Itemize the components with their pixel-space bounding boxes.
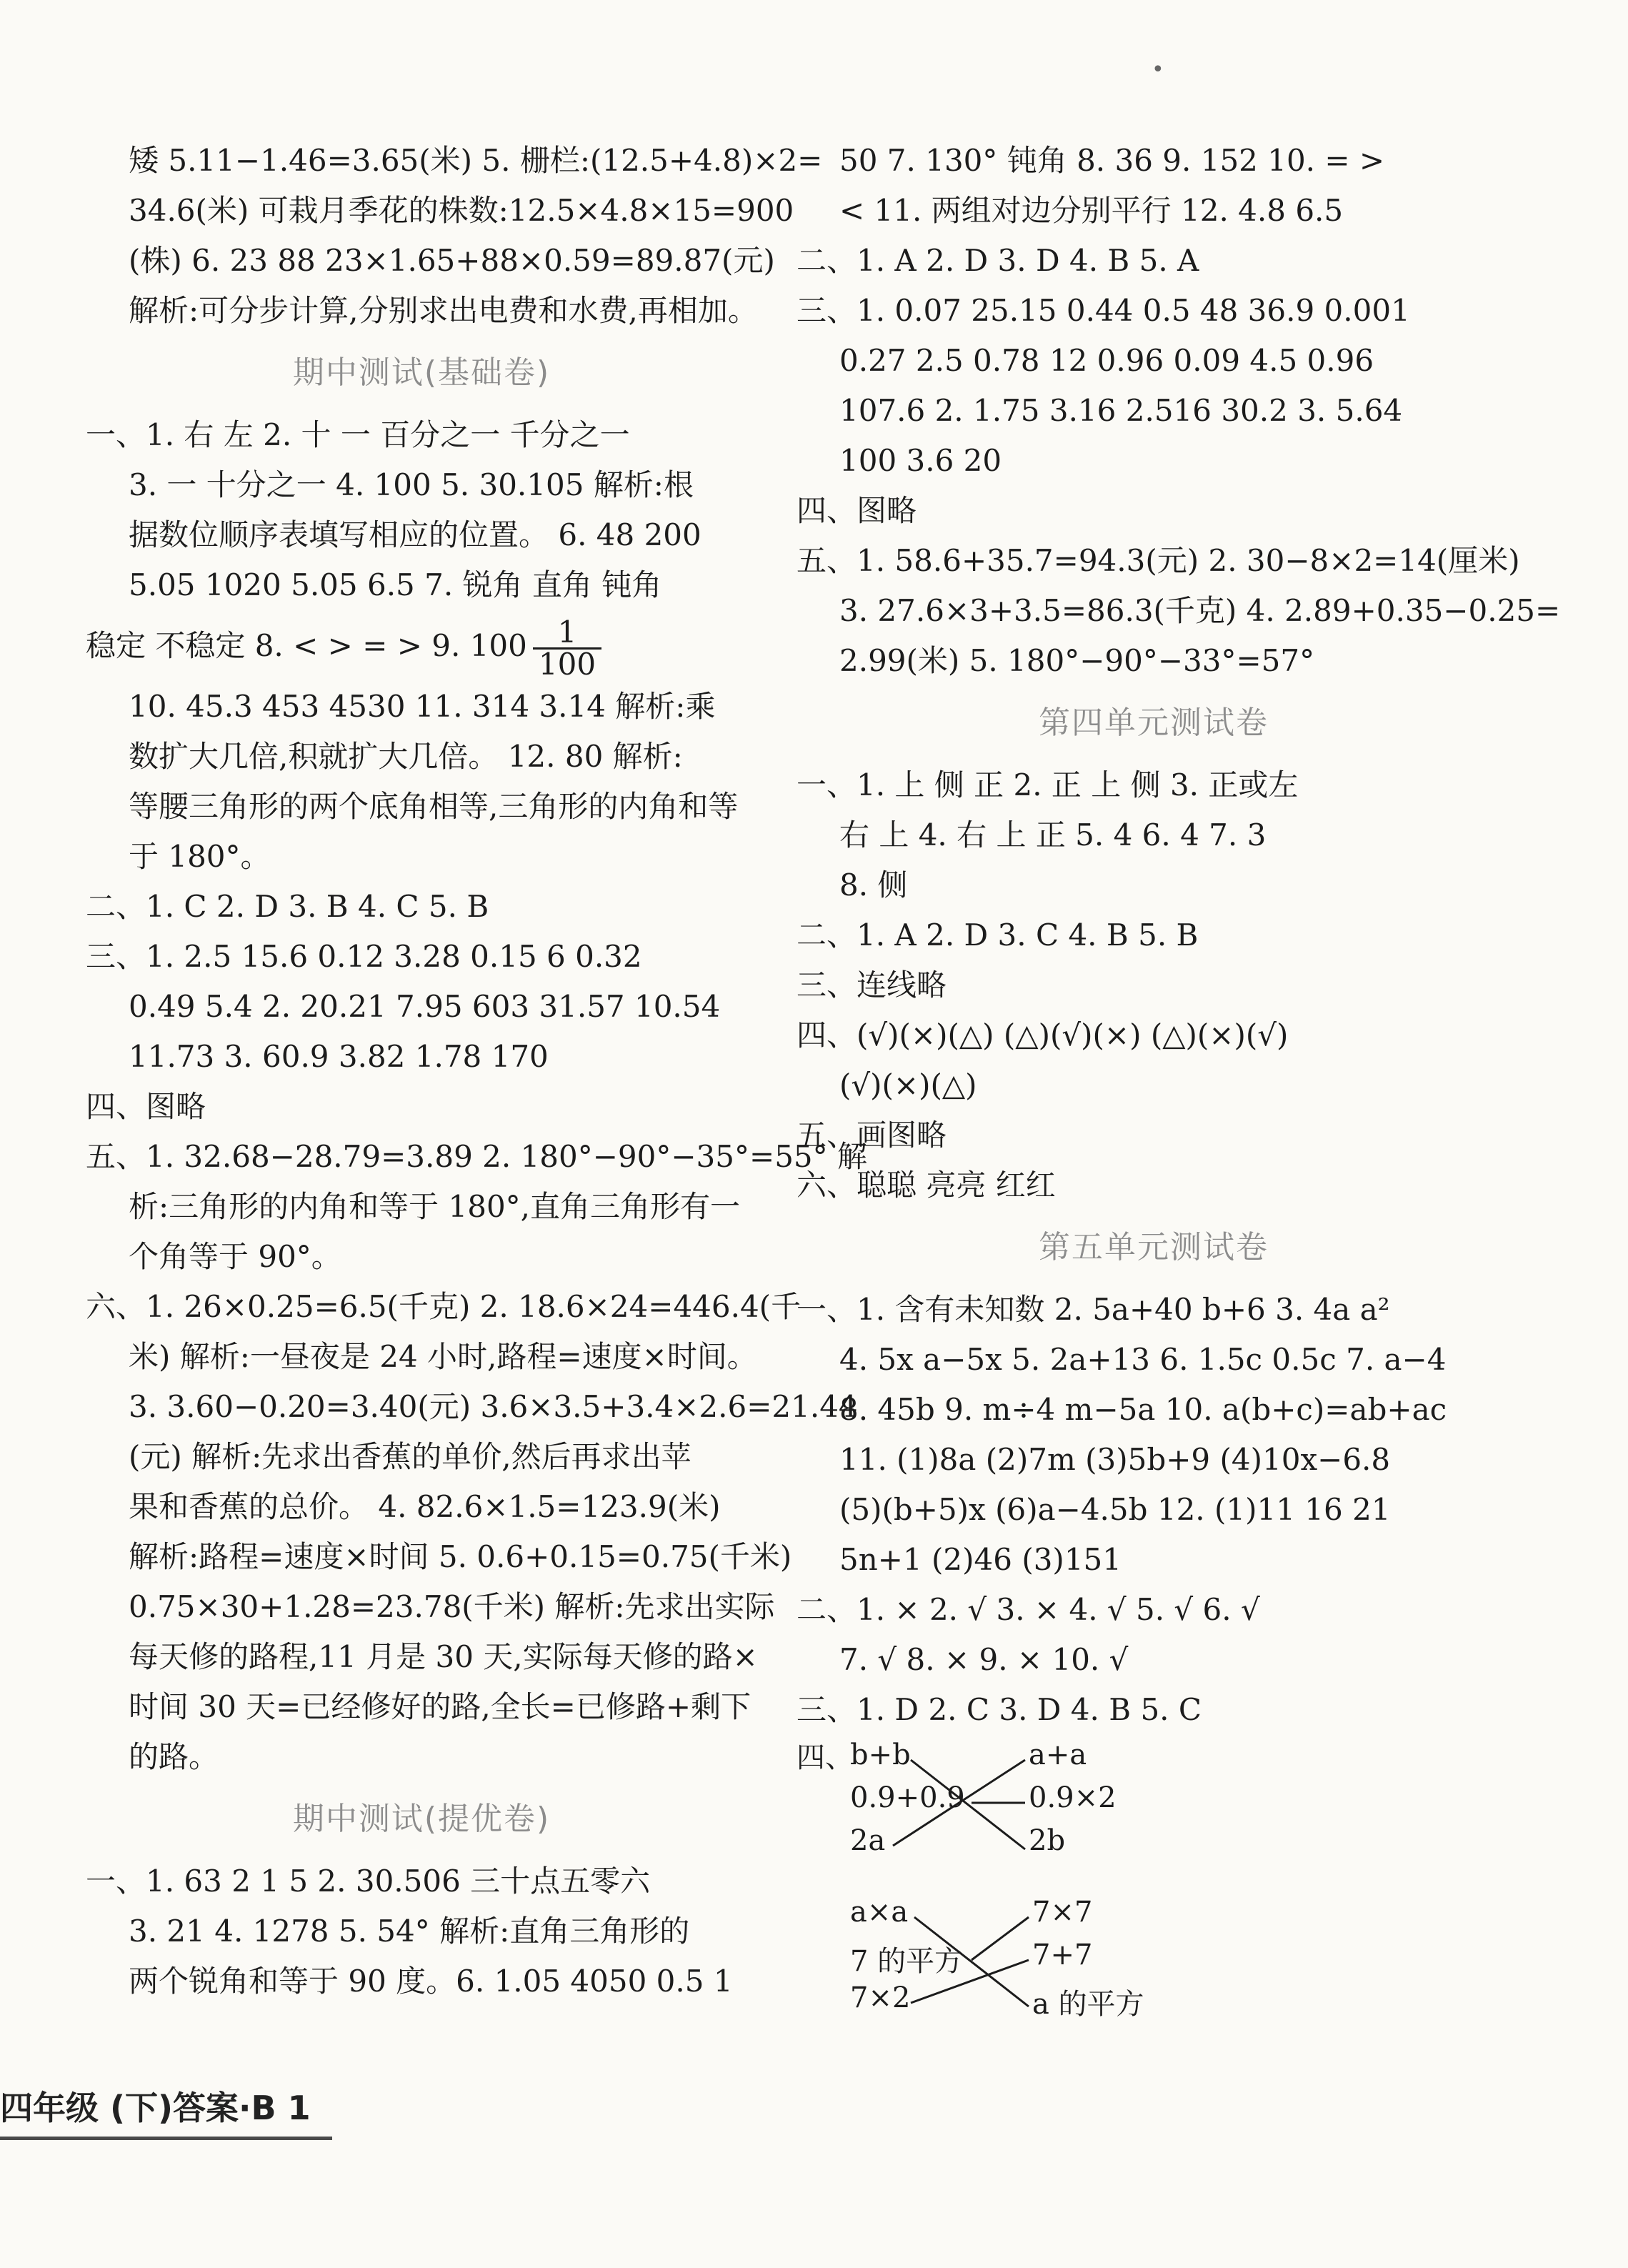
answer-line: 3. 27.6×3+3.5=86.3(千克) 4. 2.89+0.35−0.25= [839, 593, 1561, 628]
section-title-unit5: 第五单元测试卷 [1039, 1229, 1269, 1265]
answer-line: 4. 5x a−5x 5. 2a+13 6. 1.5c 0.5c 7. a−4 [839, 1342, 1447, 1377]
answer-line: 五、1. 32.68−28.79=3.89 2. 180°−90°−35°=55° 解 [86, 1139, 867, 1174]
answer-line: 8. 侧 [839, 867, 908, 902]
unit4-answers [796, 760, 1511, 1210]
answer-line: 矮 5.11−1.46=3.65(米) 5. 栅栏:(12.5+4.8)×2= [129, 143, 823, 178]
match1-left-3: 2a [850, 1824, 886, 1857]
fraction-denominator: 100 [538, 646, 596, 682]
answer-line: 0.27 2.5 0.78 12 0.96 0.09 4.5 0.96 [839, 343, 1374, 378]
answer-line: (5)(b+5)x (6)a−4.5b 12. (1)11 16 21 [839, 1492, 1391, 1527]
match1-left-2: 0.9+0.9 [850, 1781, 965, 1814]
matching-lines [796, 1735, 1154, 2028]
answer-line: 二、1. A 2. D 3. C 4. B 5. B [796, 917, 1199, 953]
answer-line: 10. 45.3 453 4530 11. 314 3.14 解析:乘 [129, 689, 716, 724]
answer-line: 二、1. A 2. D 3. D 4. B 5. A [796, 243, 1199, 278]
unit5-answers [796, 1285, 1511, 1735]
answer-line: 二、1. × 2. √ 3. × 4. √ 5. √ 6. √ [796, 1592, 1260, 1627]
section-title-midterm-basic: 期中测试(基础卷) [292, 354, 551, 391]
page-footer: 四年级 (下)答案·B 1 [0, 2079, 332, 2140]
section-title-unit4: 第四单元测试卷 [1039, 705, 1269, 741]
line-7sq-7x7 [972, 1917, 1029, 1960]
answer-line: 7. √ 8. × 9. × 10. √ [839, 1642, 1129, 1677]
answer-line: 个角等于 90°。 [129, 1239, 341, 1274]
matching-label: 四、 [796, 1741, 854, 1774]
fraction-one-hundredth [533, 614, 601, 682]
answer-line: (√)(×)(△) [839, 1068, 977, 1103]
match1-left-1: b+b [850, 1739, 911, 1771]
match1-right-3: 2b [1029, 1824, 1066, 1857]
fraction-line-text: 稳定 不稳定 8. < > = > 9. 100 [86, 628, 527, 663]
match2-right-2: 7+7 [1032, 1939, 1093, 1971]
answer-line: 两个锐角和等于 90 度。6. 1.05 4050 0.5 1 [129, 1964, 733, 1999]
answer-line: 析:三角形的内角和等于 180°,直角三角形有一 [129, 1189, 741, 1224]
carryover-answers [86, 136, 823, 336]
answer-line: 50 7. 130° 钝角 8. 36 9. 152 10. = > [839, 143, 1385, 178]
answer-line: 一、1. 63 2 1 5 2. 30.506 三十点五零六 [86, 1864, 651, 1899]
match1-right-1: a+a [1029, 1739, 1087, 1771]
answer-line: 解析:可分步计算,分别求出电费和水费,再相加。 [129, 293, 758, 328]
answer-line: 8. 45b 9. m÷4 m−5a 10. a(b+c)=ab+ac [839, 1392, 1447, 1427]
match1-right-2: 0.9×2 [1029, 1781, 1117, 1814]
answer-line: 3. 一 十分之一 4. 100 5. 30.105 解析:根 [129, 467, 694, 502]
fraction-numerator: 1 [533, 617, 601, 650]
answer-line: 五、1. 58.6+35.7=94.3(元) 2. 30−8×2=14(厘米) [796, 543, 1520, 578]
answer-line: 5n+1 (2)46 (3)151 [839, 1542, 1122, 1577]
answer-line: 5.05 1020 5.05 6.5 7. 锐角 直角 钝角 [129, 567, 662, 602]
answer-line: 100 3.6 20 [839, 443, 1002, 478]
match2-right-3: a 的平方 [1032, 1988, 1144, 2021]
answer-line: (元) 解析:先求出香蕉的单价,然后再求出苹 [129, 1439, 691, 1474]
ink-dot: • [1152, 57, 1164, 82]
answer-line: 于 180°。 [129, 839, 271, 874]
match2-left-3: 7×2 [850, 1981, 911, 2014]
answer-line: 3. 21 4. 1278 5. 54° 解析:直角三角形的 [129, 1914, 690, 1949]
section-title-midterm-advanced: 期中测试(提优卷) [292, 1801, 551, 1837]
answer-line: 果和香蕉的总价。 4. 82.6×1.5=123.9(米) [129, 1489, 721, 1524]
match2-right-1: 7×7 [1032, 1896, 1093, 1929]
answer-line: 数扩大几倍,积就扩大几倍。 12. 80 解析: [129, 739, 683, 774]
answer-line: 三、1. D 2. C 3. D 4. B 5. C [796, 1692, 1202, 1727]
answer-line: 11. (1)8a (2)7m (3)5b+9 (4)10x−6.8 [839, 1442, 1391, 1477]
answer-line: 等腰三角形的两个底角相等,三角形的内角和等 [129, 789, 739, 824]
midterm-advanced-answers [86, 1856, 757, 2006]
match2-left-2: 7 的平方 [850, 1945, 964, 1978]
answer-line: 四、(√)(×)(△) (△)(√)(×) (△)(×)(√) [796, 1018, 1289, 1053]
answer-line: 据数位顺序表填写相应的位置。 6. 48 200 [129, 517, 701, 552]
line-7x2-7p7 [911, 1960, 1029, 2003]
advanced-answers-cont [796, 136, 1561, 686]
answer-line: 三、连线略 [796, 968, 947, 1003]
midterm-basic-answers-cont [86, 682, 867, 1782]
answer-line: 一、1. 右 左 2. 十 一 百分之一 千分之一 [86, 417, 630, 452]
matching-diagram [796, 1735, 1511, 2028]
answer-line: 11.73 3. 60.9 3.82 1.78 170 [129, 1039, 549, 1074]
match2-left-1: a×a [850, 1896, 909, 1929]
right-column [796, 136, 1561, 2028]
answer-line: 时间 30 天=已经修好的路,全长=已修路+剩下 [129, 1689, 751, 1724]
answer-line: 六、1. 26×0.25=6.5(千克) 2. 18.6×24=446.4(千 [86, 1289, 801, 1324]
answer-line: 六、聪聪 亮亮 红红 [796, 1168, 1056, 1203]
answer-line: 每天修的路程,11 月是 30 天,实际每天修的路× [129, 1639, 758, 1674]
midterm-basic-answers [86, 410, 757, 610]
answer-line: 一、1. 含有未知数 2. 5a+40 b+6 3. 4a a² [796, 1292, 1390, 1327]
answer-line: 的路。 [129, 1739, 219, 1774]
answer-line: 三、1. 0.07 25.15 0.44 0.5 48 36.9 0.001 [796, 293, 1410, 328]
answer-line: 二、1. C 2. D 3. B 4. C 5. B [86, 889, 489, 924]
answer-line: 一、1. 上 侧 正 2. 正 上 侧 3. 正或左 [796, 767, 1299, 802]
answer-line: 五、画图略 [796, 1118, 947, 1153]
answer-line: 解析:路程=速度×时间 5. 0.6+0.15=0.75(千米) [129, 1539, 792, 1574]
fraction-line [86, 610, 757, 682]
answer-line: 米) 解析:一昼夜是 24 小时,路程=速度×时间。 [129, 1339, 757, 1374]
answer-line: 四、图略 [796, 493, 917, 528]
answer-line: 107.6 2. 1.75 3.16 2.516 30.2 3. 5.64 [839, 393, 1403, 428]
answer-line: 0.75×30+1.28=23.78(千米) 解析:先求出实际 [129, 1589, 775, 1624]
answer-line: < 11. 两组对边分别平行 12. 4.8 6.5 [839, 193, 1344, 228]
left-column [86, 136, 867, 2006]
answer-line: 34.6(米) 可栽月季花的株数:12.5×4.8×15=900 [129, 193, 794, 228]
answer-line: 三、1. 2.5 15.6 0.12 3.28 0.15 6 0.32 [86, 939, 642, 974]
answer-line: 3. 3.60−0.20=3.40(元) 3.6×3.5+3.4×2.6=21.44 [129, 1389, 858, 1424]
line-bb-2b [911, 1760, 1025, 1849]
answer-line: 四、图略 [86, 1089, 206, 1124]
answer-line: 右 上 4. 右 上 正 5. 4 6. 4 7. 3 [839, 817, 1267, 852]
answer-line: (株) 6. 23 88 23×1.65+88×0.59=89.87(元) [129, 243, 775, 278]
answer-line: 0.49 5.4 2. 20.21 7.95 603 31.57 10.54 [129, 989, 721, 1024]
answer-line: 2.99(米) 5. 180°−90°−33°=57° [839, 643, 1315, 678]
